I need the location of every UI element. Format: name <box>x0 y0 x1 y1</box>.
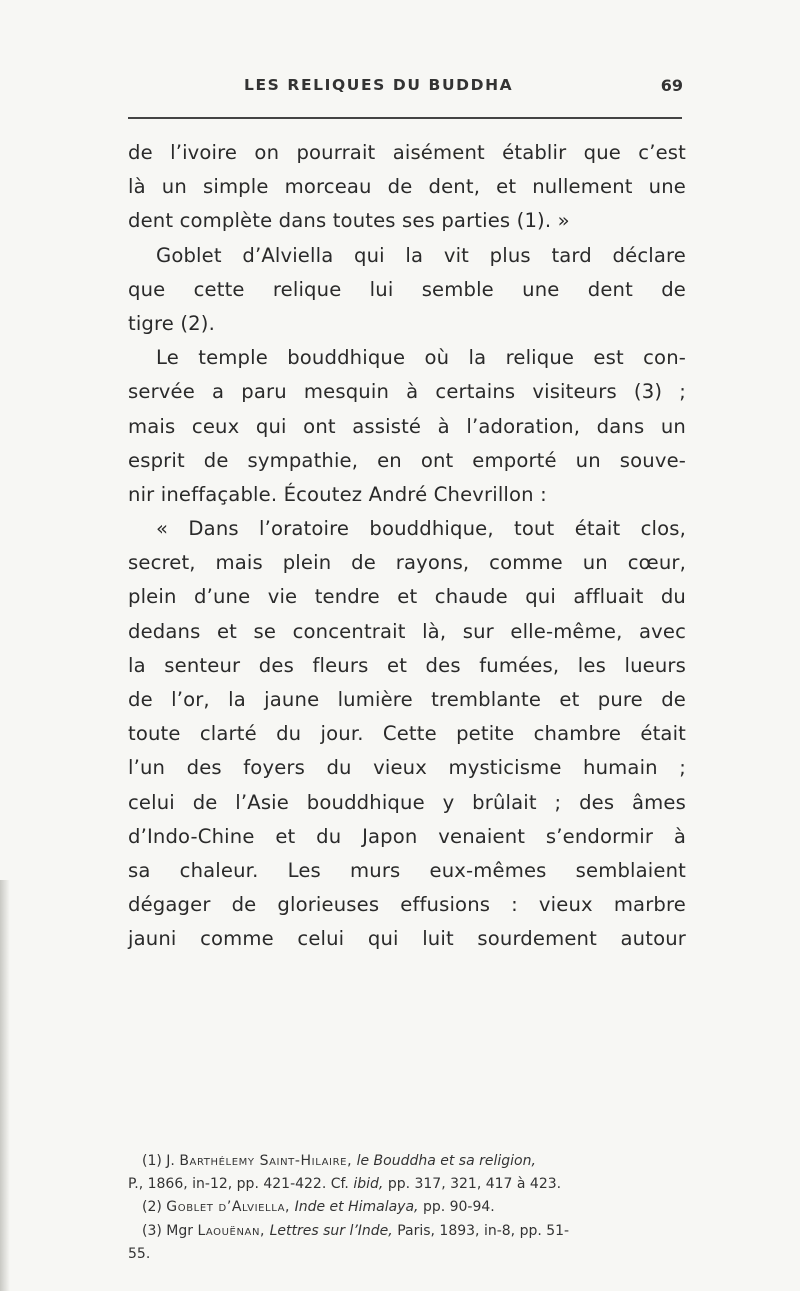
footnote-title: le Bouddha et sa religion, <box>356 1153 536 1169</box>
body-text <box>128 136 686 957</box>
page-number: 69 <box>660 76 683 95</box>
text-line: « Dans l’oratoire bouddhique, tout était clos, <box>156 517 686 541</box>
text-line: que cette relique lui semble une dent de <box>128 277 686 301</box>
text-line: servée a paru mesquin à certains visiteurs (3) ; <box>128 380 686 404</box>
text-line: esprit de sympathie, en ont emporté un souve- <box>128 448 686 472</box>
text-line: d’Indo-Chine et du Japon venaient s’endormir à <box>128 824 686 848</box>
text-line: tigre (2). <box>128 311 215 335</box>
footnote-author: Barthélemy Saint-Hilaire, <box>179 1153 353 1169</box>
page-edge-shadow <box>0 880 10 1291</box>
text-line: jauni comme celui qui luit sourdement autour <box>128 927 686 951</box>
text-line: nir ineffaçable. Écoutez André Chevrillon : <box>128 482 547 506</box>
text-line: secret, mais plein de rayons, comme un cœur, <box>128 551 686 575</box>
footnote-text: pp. 90-94. <box>422 1199 495 1216</box>
footnote-2 <box>128 1196 686 1219</box>
footnote-ibid: ibid, <box>353 1176 384 1193</box>
footnote-title: Inde et Himalaya, <box>294 1199 419 1216</box>
text-line: toute clarté du jour. Cette petite chambre était <box>128 722 686 746</box>
footnote-title: Lettres sur l’Inde, <box>269 1222 393 1239</box>
footnote-author: Goblet d’Alviella, <box>166 1199 291 1216</box>
header-rule <box>128 117 682 119</box>
footnote-text: 55. <box>128 1245 151 1262</box>
text-line: dégager de glorieuses effusions : vieux marbre <box>128 893 686 917</box>
text-line: l’un des foyers du vieux mysticisme humain ; <box>128 756 686 780</box>
text-line: celui de l’Asie bouddhique y brûlait ; des âmes <box>128 790 686 814</box>
text-line: dent complète dans toutes ses parties (1). » <box>128 209 570 233</box>
footnote-mark: (1) J. <box>142 1153 175 1169</box>
text-line: sa chaleur. Les murs eux-mêmes semblaient <box>128 858 686 882</box>
text-line: Goblet d’Alviella qui la vit plus tard déclare <box>156 243 686 267</box>
footnote-text: pp. 317, 321, 417 à 423. <box>387 1176 562 1193</box>
text-line: Le temple bouddhique où la relique est con- <box>156 346 686 370</box>
text-line: plein d’une vie tendre et chaude qui affluait du <box>128 585 686 609</box>
footnote-1 <box>128 1150 686 1173</box>
text-line: la senteur des fleurs et des fumées, les lueurs <box>128 653 686 677</box>
footnote-3-continued <box>128 1243 686 1266</box>
footnote-3 <box>128 1220 686 1243</box>
footnote-mark: (2) <box>142 1199 162 1216</box>
footnote-author: Laouënan, <box>197 1222 266 1239</box>
text-line: de l’ivoire on pourrait aisément établir que c’est <box>128 141 686 164</box>
footnote-text: Paris, 1893, in-8, pp. 51- <box>397 1222 570 1239</box>
running-header <box>128 76 683 106</box>
text-line: là un simple morceau de dent, et nullement une <box>128 175 686 199</box>
footnotes <box>128 1150 686 1266</box>
footnote-1-continued <box>128 1173 686 1196</box>
running-title: LES RELIQUES DU BUDDHA <box>244 76 514 94</box>
text-line: mais ceux qui ont assisté à l’adoration, dans un <box>128 414 686 438</box>
footnote-text: P., 1866, in-12, pp. 421-422. Cf. <box>128 1176 349 1193</box>
text-line: de l’or, la jaune lumière tremblante et pure de <box>128 688 686 711</box>
footnote-mark: (3) Mgr <box>142 1222 194 1239</box>
text-line: dedans et se concentrait là, sur elle-même, avec <box>128 619 686 643</box>
